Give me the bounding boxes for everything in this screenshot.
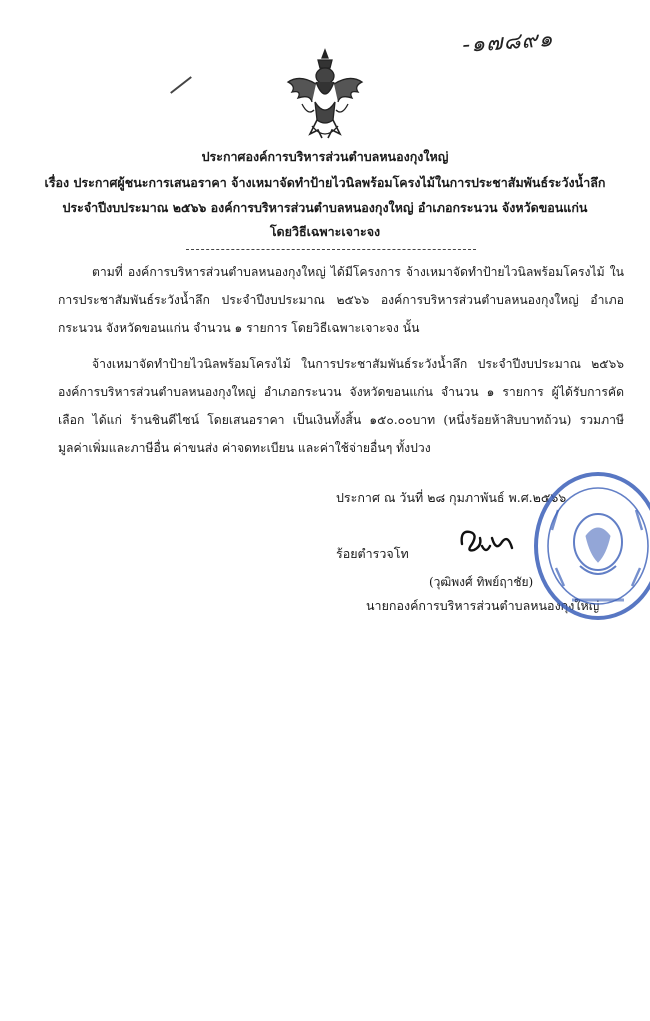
signer-rank: ร้อยตำรวจโท — [336, 546, 409, 561]
signer-title: นายกองค์การบริหารส่วนตำบลหนองกุงใหญ่ — [366, 598, 600, 613]
heading-divider — [186, 249, 476, 250]
pen-mark — [170, 76, 192, 94]
announcement-date: ประกาศ ณ วันที่ ๒๘ กุมภาพันธ์ พ.ศ.๒๕๖๖ — [336, 490, 567, 505]
handwritten-doc-number: -๑๗๘๙๑ — [461, 26, 555, 59]
official-seal-stamp-icon — [532, 470, 650, 622]
handwritten-signature-icon — [456, 524, 516, 560]
signer-name: (วุฒิพงศ์ ทิพย์ฤาชัย) — [429, 575, 534, 589]
heading-organization: ประกาศองค์การบริหารส่วนตำบลหนองกุงใหญ่ — [201, 149, 449, 164]
heading-subject: เรื่อง ประกาศผู้ชนะการเสนอราคา จ้างเหมาจัดทำป้ายไวนิลพร้อมโครงไม้ในการประชาสัมพันธ์ระวังน้ำลึก — [44, 175, 606, 190]
heading-method: โดยวิธีเฉพาะเจาะจง — [269, 224, 381, 239]
garuda-emblem-icon — [282, 46, 368, 142]
body-paragraph-2: จ้างเหมาจัดทำป้ายไวนิลพร้อมโครงไม้ ในการประชาสัมพันธ์ระวังน้ำลึก ประจำปีงบประมาณ ๒๕๖๖ องค์การบริหารส่วนตำบลหนองกุงใหญ่ อำเภอกระนวน จังหวัดขอนแก่น จำนวน ๑ รายการ ผู้ได้รับการคัดเลือก ได้แก่ ร้านชินดีไซน์ โดยเสนอราคา เป็นเงินทั้งสิ้น ๑๕๐.๐๐บาท (หนึ่งร้อยห้าสิบบาทถ้วน) รวมภาษีมูลค่าเพิ่มและภาษีอื่น ค่าขนส่ง ค่าจดทะเบียน และค่าใช้จ่ายอื่นๆ ทั้งปวง — [58, 357, 624, 455]
heading-budget: ประจำปีงบประมาณ ๒๕๖๖ องค์การบริหารส่วนตำบลหนองกุงใหญ่ อำเภอกระนวน จังหวัดขอนแก่น — [62, 200, 588, 215]
body-paragraph-1: ตามที่ องค์การบริหารส่วนตำบลหนองกุงใหญ่ ได้มีโครงการ จ้างเหมาจัดทำป้ายไวนิลพร้อมโครงไม้ ในการประชาสัมพันธ์ระวังน้ำลึก ประจำปีงบประมาณ ๒๕๖๖ องค์การบริหารส่วนตำบลหนองกุงใหญ่ อำเภอกระนวน จังหวัดขอนแก่น จำนวน ๑ รายการ โดยวิธีเฉพาะเจาะจง นั้น — [58, 265, 624, 335]
